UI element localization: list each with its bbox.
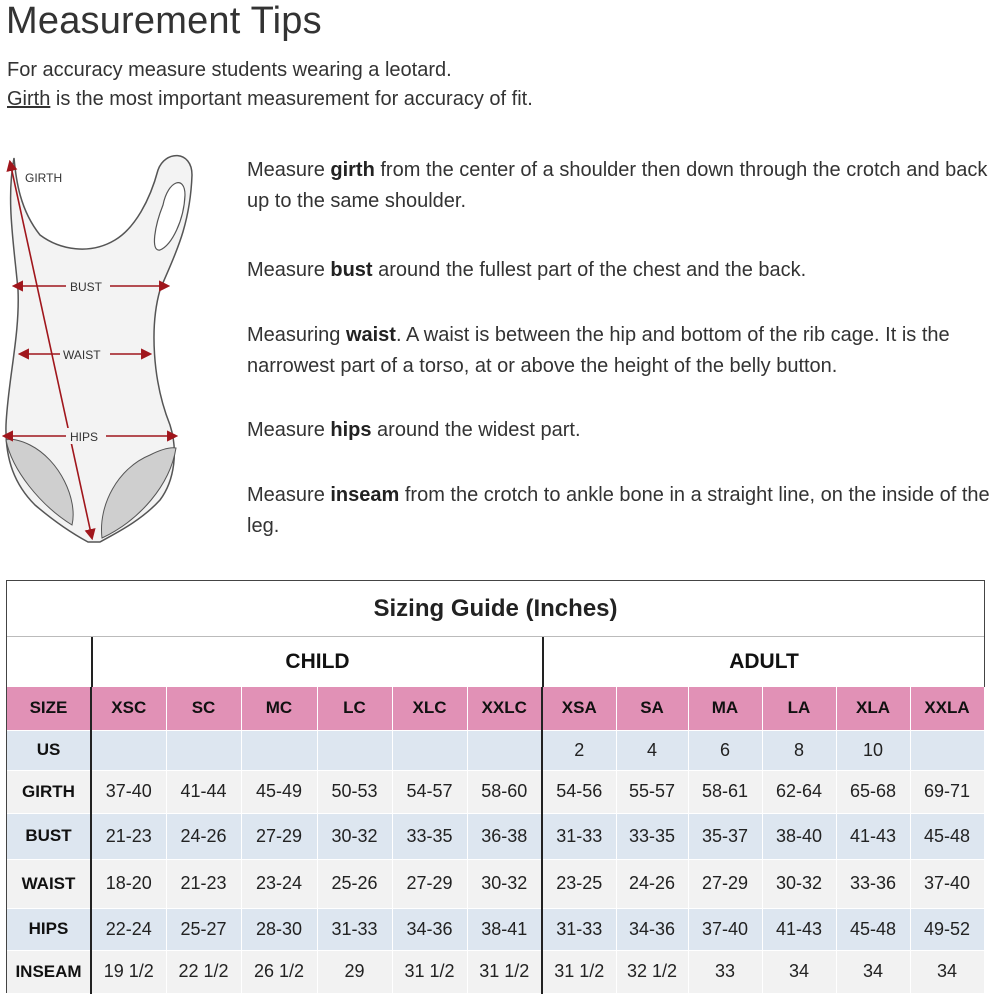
label-girth: GIRTH — [25, 171, 63, 185]
table-row — [7, 950, 984, 993]
table-cell — [166, 730, 241, 770]
table-cell: 25-26 — [317, 859, 392, 908]
table-cell: 58-60 — [467, 770, 542, 813]
size-table — [7, 687, 985, 994]
table-cell: 28-30 — [241, 908, 317, 950]
row-label: INSEAM — [7, 950, 91, 993]
label-hips: HIPS — [70, 430, 99, 444]
header-size-cell: SA — [616, 687, 688, 730]
table-cell: 38-40 — [762, 813, 836, 859]
table-cell: 35-37 — [688, 813, 762, 859]
table-cell: 30-32 — [317, 813, 392, 859]
header-size-cell: XLC — [392, 687, 467, 730]
table-cell: 6 — [688, 730, 762, 770]
table-row — [7, 859, 984, 908]
label-bust: BUST — [70, 280, 103, 294]
group-child: CHILD — [91, 637, 542, 687]
header-size-cell: XXLA — [910, 687, 984, 730]
table-cell: 21-23 — [166, 859, 241, 908]
intro-text — [7, 56, 533, 114]
header-size-cell: SC — [166, 687, 241, 730]
table-cell: 37-40 — [688, 908, 762, 950]
girth-underlined: Girth — [7, 88, 51, 110]
table-cell — [241, 730, 317, 770]
table-cell: 54-57 — [392, 770, 467, 813]
table-cell: 37-40 — [910, 859, 984, 908]
table-cell: 31 1/2 — [392, 950, 467, 993]
table-cell: 69-71 — [910, 770, 984, 813]
table-cell: 33-35 — [616, 813, 688, 859]
table-cell: 29 — [317, 950, 392, 993]
table-cell: 30-32 — [467, 859, 542, 908]
sizing-guide-table — [6, 580, 985, 993]
group-adult: ADULT — [542, 637, 984, 687]
table-cell: 34 — [910, 950, 984, 993]
table-cell — [91, 730, 166, 770]
table-cell: 41-43 — [762, 908, 836, 950]
table-row — [7, 730, 984, 770]
table-row — [7, 770, 984, 813]
table-cell: 49-52 — [910, 908, 984, 950]
table-cell: 37-40 — [91, 770, 166, 813]
table-cell: 26 1/2 — [241, 950, 317, 993]
header-size-cell: XLA — [836, 687, 910, 730]
table-cell — [910, 730, 984, 770]
table-cell: 24-26 — [166, 813, 241, 859]
row-label: WAIST — [7, 859, 91, 908]
table-cell: 27-29 — [688, 859, 762, 908]
group-spacer — [7, 637, 91, 687]
intro-line-1: For accuracy measure students wearing a leotard. — [7, 59, 452, 81]
table-cell: 31-33 — [542, 908, 616, 950]
table-cell: 21-23 — [91, 813, 166, 859]
table-cell: 41-44 — [166, 770, 241, 813]
table-cell: 4 — [616, 730, 688, 770]
row-label: BUST — [7, 813, 91, 859]
table-cell: 33 — [688, 950, 762, 993]
table-cell: 8 — [762, 730, 836, 770]
table-cell: 50-53 — [317, 770, 392, 813]
table-cell: 33-36 — [836, 859, 910, 908]
table-cell: 19 1/2 — [91, 950, 166, 993]
tip-hips: Measure hips around the widest part. — [247, 419, 581, 441]
table-cell: 23-24 — [241, 859, 317, 908]
header-size-cell: LA — [762, 687, 836, 730]
table-header-row — [7, 687, 984, 730]
table-cell: 2 — [542, 730, 616, 770]
label-waist: WAIST — [63, 348, 101, 362]
header-size-cell: XSC — [91, 687, 166, 730]
row-label: HIPS — [7, 908, 91, 950]
table-cell: 34 — [836, 950, 910, 993]
table-cell: 41-43 — [836, 813, 910, 859]
table-cell: 22 1/2 — [166, 950, 241, 993]
table-cell: 65-68 — [836, 770, 910, 813]
header-size-cell: LC — [317, 687, 392, 730]
header-size-cell: MA — [688, 687, 762, 730]
tip-bust: Measure bust around the fullest part of the chest and the back. — [247, 259, 807, 281]
table-cell: 22-24 — [91, 908, 166, 950]
table-cell: 38-41 — [467, 908, 542, 950]
intro-line-2 — [7, 85, 533, 114]
table-cell: 31 1/2 — [542, 950, 616, 993]
table-cell: 58-61 — [688, 770, 762, 813]
table-row — [7, 813, 984, 859]
header-size-label: SIZE — [7, 687, 91, 730]
page-title: Measurement Tips — [6, 0, 322, 42]
table-cell: 55-57 — [616, 770, 688, 813]
header-size-cell: XSA — [542, 687, 616, 730]
table-cell: 23-25 — [542, 859, 616, 908]
table-cell: 54-56 — [542, 770, 616, 813]
intro-line-2-rest: is the most important measurement for accuracy of fit. — [50, 88, 533, 110]
table-cell: 34-36 — [392, 908, 467, 950]
header-size-cell: MC — [241, 687, 317, 730]
row-label: GIRTH — [7, 770, 91, 813]
table-cell: 30-32 — [762, 859, 836, 908]
table-caption: Sizing Guide (Inches) — [7, 581, 984, 637]
table-cell: 31-33 — [542, 813, 616, 859]
table-cell — [392, 730, 467, 770]
table-cell — [467, 730, 542, 770]
table-cell: 34 — [762, 950, 836, 993]
table-cell: 27-29 — [241, 813, 317, 859]
table-cell: 34-36 — [616, 908, 688, 950]
table-cell: 31-33 — [317, 908, 392, 950]
table-cell: 18-20 — [91, 859, 166, 908]
tip-waist: Measuring waist. A waist is between the hip and bottom of the rib cage. It is the narrowest part of a torso, at or above the height of the belly button. — [247, 324, 950, 377]
table-cell: 32 1/2 — [616, 950, 688, 993]
row-label: US — [7, 730, 91, 770]
leotard-diagram — [0, 150, 200, 550]
table-cell — [317, 730, 392, 770]
table-cell: 33-35 — [392, 813, 467, 859]
table-cell: 10 — [836, 730, 910, 770]
table-cell: 27-29 — [392, 859, 467, 908]
table-cell: 45-48 — [910, 813, 984, 859]
tip-girth: Measure girth from the center of a shoulder then down through the crotch and back up to the same shoulder. — [247, 159, 988, 212]
tip-inseam: Measure inseam from the crotch to ankle bone in a straight line, on the inside of the leg. — [247, 484, 990, 537]
table-cell: 45-48 — [836, 908, 910, 950]
table-cell: 25-27 — [166, 908, 241, 950]
table-cell: 45-49 — [241, 770, 317, 813]
table-cell: 24-26 — [616, 859, 688, 908]
table-cell: 62-64 — [762, 770, 836, 813]
table-cell: 31 1/2 — [467, 950, 542, 993]
header-size-cell: XXLC — [467, 687, 542, 730]
table-cell: 36-38 — [467, 813, 542, 859]
table-row — [7, 908, 984, 950]
